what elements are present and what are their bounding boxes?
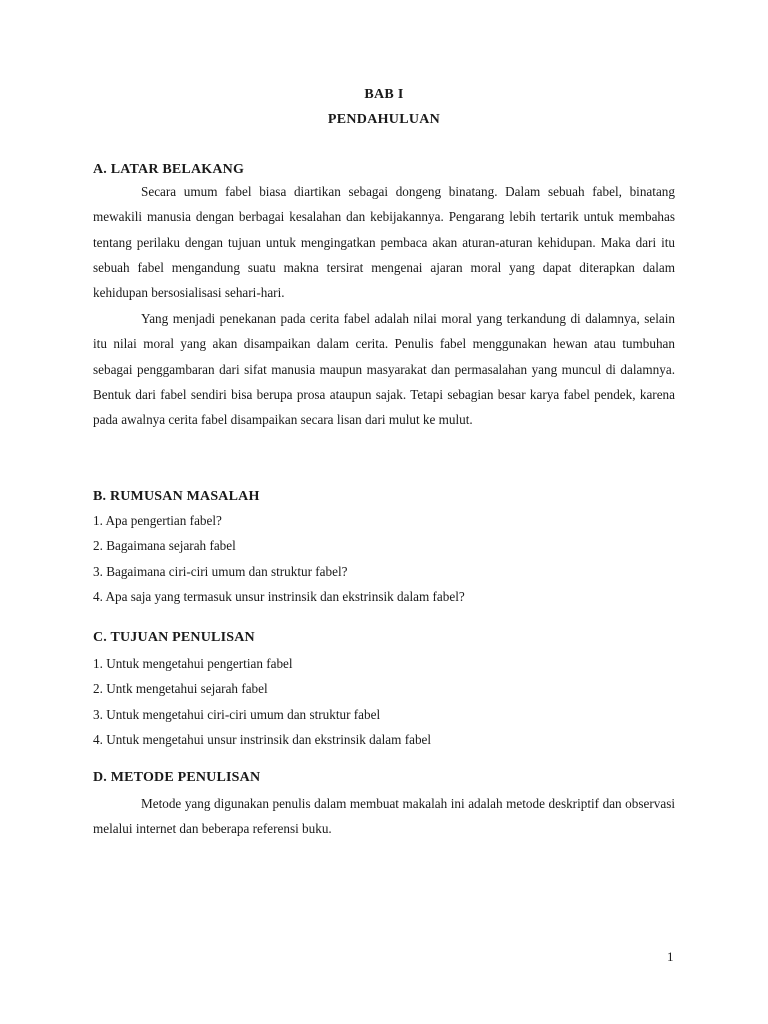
section-heading-rumusan-masalah: B. RUMUSAN MASALAH [93,489,260,504]
tujuan-penulisan-list [93,651,431,752]
list-item: 4. Untuk mengetahui unsur instrinsik dan ekstrinsik dalam fabel [93,731,432,747]
paragraph-latar-belakang-2: Yang menjadi penekanan pada cerita fabel adalah nilai moral yang terkandung di dalamnya, selain itu nilai moral yang akan disampaikan dalam cerita. Penulis fabel menggunakan hewan atau tumbuhan sebagai penggambaran dari sifat manusia maupun masyarakat dan permasalahan yang muncul di dalamnya. Bentuk dari fabel sendiri bisa berupa prosa ataupun sajak. Tetapi sebagian besar karya fabel pendek, karena pada awalnya cerita fabel disampaikan secara lisan dari mulut ke mulut. [93,311,675,428]
rumusan-masalah-list [93,508,465,609]
section-heading-latar-belakang: A. LATAR BELAKANG [93,162,245,177]
section-heading-tujuan-penulisan: C. TUJUAN PENULISAN [93,630,255,645]
list-item: 1. Untuk mengetahui pengertian fabel [93,656,293,671]
chapter-title: PENDAHULUAN [327,112,441,127]
paragraph-latar-belakang-1: Secara umum fabel biasa diartikan sebagai dongeng binatang. Dalam sebuah fabel, binatang mewakili manusia dengan berbagai kesalahan dan kebijakannya. Pengarang lebih tertarik untuk membahas tentang perilaku dengan tujuan untuk mengingatkan pembaca akan aturan-aturan kehidupan. Maka dari itu sebuah fabel mengandung suatu makna tersirat mengenai ajaran moral yang dapat diterapkan dalam kehidupan bersosialisasi sehari-hari. [93,184,675,301]
paragraph-metode-penulisan: Metode yang digunakan penulis dalam membuat makalah ini adalah metode deskriptif dan observasi melalui internet dan beberapa referensi buku. [93,796,675,837]
list-item: 3. Untuk mengetahui ciri-ciri umum dan struktur fabel [93,706,381,722]
list-item: 3. Bagaimana ciri-ciri umum dan struktur fabel? [93,563,348,579]
list-item: 2. Untk mengetahui sejarah fabel [93,681,268,697]
list-item: 1. Apa pengertian fabel? [93,513,222,528]
list-item: 2. Bagaimana sejarah fabel [93,538,236,554]
list-item: 4. Apa saja yang termasuk unsur instrinsik dan ekstrinsik dalam fabel? [93,588,465,604]
page-number: 1 [667,949,674,964]
chapter-label: BAB I [364,87,404,102]
section-heading-metode-penulisan: D. METODE PENULISAN [93,770,261,785]
